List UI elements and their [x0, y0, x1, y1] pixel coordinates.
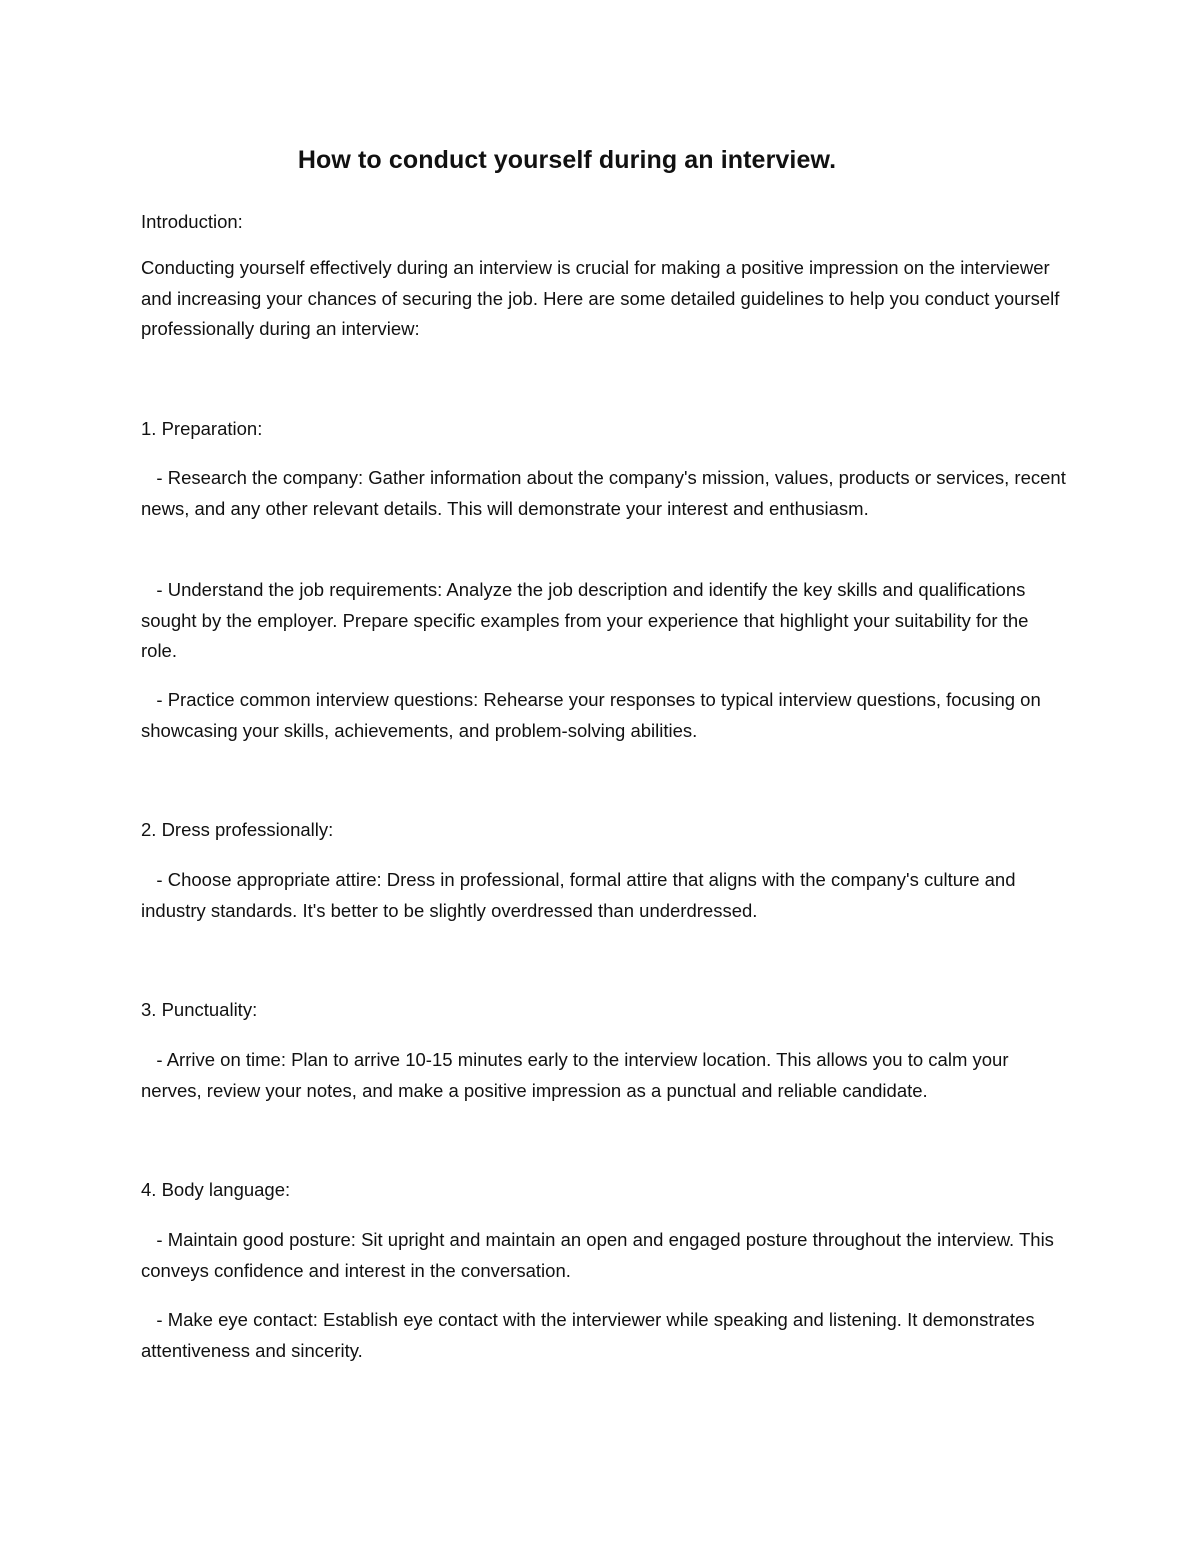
section-heading-dress: 2. Dress professionally:: [141, 819, 334, 840]
list-item-practice-questions: - Practice common interview questions: Rehearse your responses to typical interview questions, focusing on showcasing your skills, achievements, and problem-solving abilities.: [141, 689, 1046, 741]
list-item-attire: - Choose appropriate attire: Dress in professional, formal attire that aligns with the company's culture and industry standards. It's better to be slightly overdressed than underdressed.: [141, 869, 1021, 921]
list-item-posture: - Maintain good posture: Sit upright and maintain an open and engaged posture throughout the interview. This conveys confidence and interest in the conversation.: [141, 1229, 1060, 1281]
list-item-research-company: - Research the company: Gather information about the company's mission, values, products or services, recent news, and any other relevant details. This will demonstrate your interest and enthusiasm.: [141, 467, 1071, 519]
document-title: How to conduct yourself during an interview.: [297, 146, 837, 174]
section-heading-preparation: 1. Preparation:: [141, 418, 263, 439]
section-heading-punctuality: 3. Punctuality:: [141, 999, 258, 1020]
list-item-job-requirements: - Understand the job requirements: Analyze the job description and identify the key skills and qualifications sought by the employer. Prepare specific examples from your experience that highlight your suitability for the role.: [141, 579, 1034, 661]
list-item-arrive-on-time: - Arrive on time: Plan to arrive 10-15 minutes early to the interview location. This allows you to calm your nerves, review your notes, and make a positive impression as a punctual and reliable candidate.: [141, 1049, 1014, 1101]
intro-paragraph: Conducting yourself effectively during an interview is crucial for making a positive impression on the interviewer and increasing your chances of securing the job. Here are some detailed guidelines to help you conduct yourself professionally during an interview:: [141, 257, 1060, 339]
intro-heading: Introduction:: [141, 211, 243, 232]
section-heading-body-language: 4. Body language:: [141, 1179, 291, 1200]
list-item-eye-contact: - Make eye contact: Establish eye contact with the interviewer while speaking and listening. It demonstrates attentiveness and sincerity.: [141, 1309, 1040, 1361]
